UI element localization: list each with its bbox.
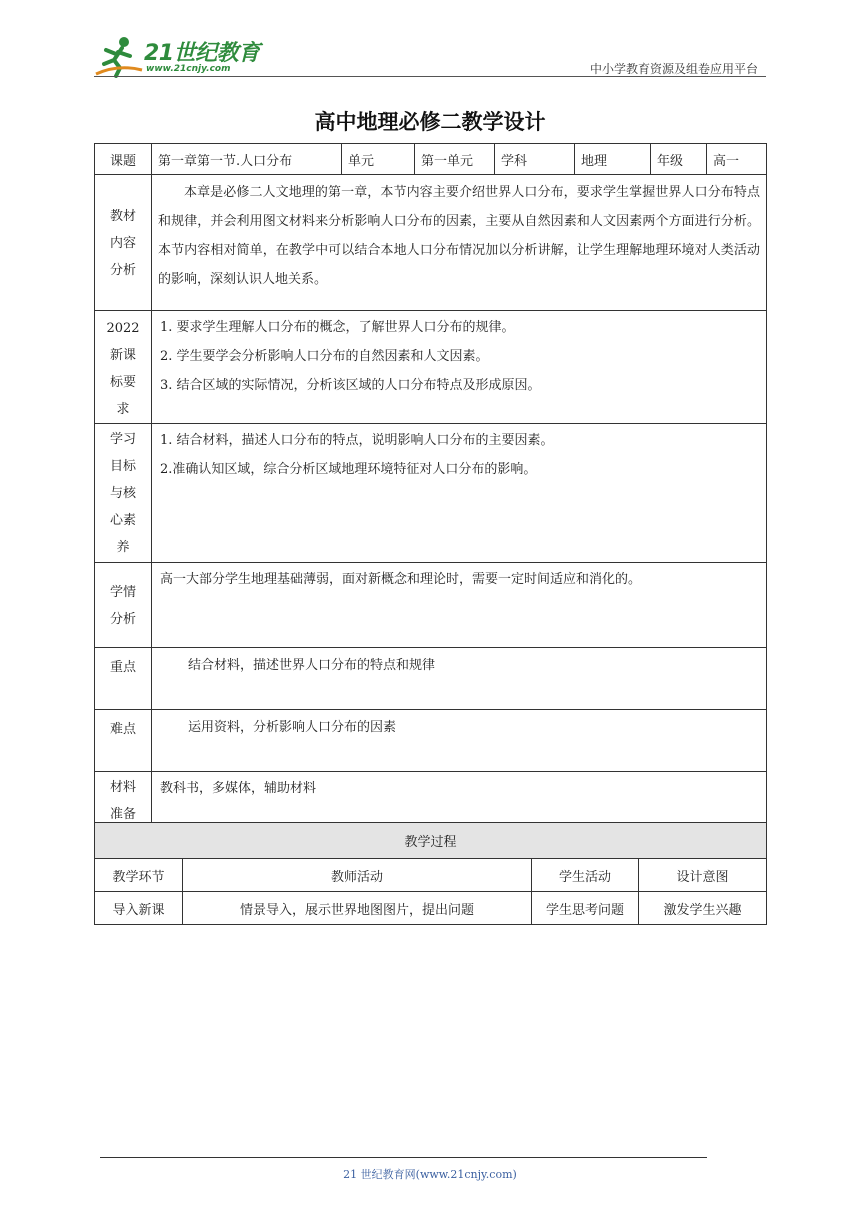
list-item: 2.准确认知区域，综合分析区域地理环境特征对人口分布的影响。 [160, 462, 537, 477]
grade-value: 高一 [707, 144, 767, 175]
footer-divider [100, 1157, 707, 1158]
logo-url: www.21cnjy.com [146, 64, 231, 74]
course-value: 第一章第一节.人口分布 [152, 144, 342, 175]
materials-row [95, 772, 767, 829]
unit-value: 第一单元 [415, 144, 495, 175]
table-cell: 学生思考问题 [532, 892, 639, 925]
process-title-row [95, 823, 767, 859]
content-analysis-row [95, 175, 767, 311]
unit-label: 单元 [342, 144, 415, 175]
column-header: 教学环节 [95, 859, 183, 892]
subject-value: 地理 [575, 144, 651, 175]
key-points-label: 重点 [95, 648, 152, 710]
table-cell: 情景导入，展示世界地图图片，提出问题 [183, 892, 532, 925]
difficulties-row [95, 710, 767, 772]
design-table [94, 143, 767, 829]
header-divider [94, 76, 766, 77]
info-row [95, 144, 767, 175]
content-analysis-text: 本章是必修二人文地理的第一章，本节内容主要介绍世界人口分布，要求学生掌握世界人口分布特点和规律，并会利用图文材料来分析影响人口分布的因素，主要从自然因素和人文因素两个方面进行分析。本节内容相对简单，在教学中可以结合本地人口分布情况加以分析讲解，让学生理解地理环境对人类活动的影响，深刻认识人地关系。 [152, 175, 767, 311]
grade-label: 年级 [651, 144, 707, 175]
difficulties-text: 运用资料，分析影响人口分布的因素 [152, 710, 767, 772]
column-header: 学生活动 [532, 859, 639, 892]
difficulties-label: 难点 [95, 710, 152, 772]
column-header: 教师活动 [183, 859, 532, 892]
key-points-row [95, 648, 767, 710]
logo-text: 21世纪教育 [144, 41, 260, 66]
goals-label: 学习目标与核心素养 [95, 424, 152, 563]
process-header-row [95, 859, 767, 892]
list-item: 2. 学生要学会分析影响人口分布的自然因素和人文因素。 [160, 349, 489, 364]
learner-row [95, 563, 767, 648]
content-analysis-label: 教材内容分析 [95, 175, 152, 311]
list-item: 3. 结合区域的实际情况，分析该区域的人口分布特点及形成原因。 [160, 378, 541, 393]
table-cell: 激发学生兴趣 [639, 892, 767, 925]
table-cell: 导入新课 [95, 892, 183, 925]
standards-list [152, 311, 767, 424]
list-item: 1. 结合材料，描述人口分布的特点，说明影响人口分布的主要因素。 [160, 433, 554, 448]
list-item: 1. 要求学生理解人口分布的概念，了解世界人口分布的规律。 [160, 320, 515, 335]
goals-list [152, 424, 767, 563]
page-header [94, 30, 766, 78]
subject-label: 学科 [495, 144, 575, 175]
course-label: 课题 [95, 144, 152, 175]
process-table [94, 822, 767, 925]
learner-label: 学情分析 [95, 563, 152, 648]
platform-name: 中小学教育资源及组卷应用平台 [589, 62, 758, 76]
learner-text: 高一大部分学生地理基础薄弱，面对新概念和理论时，需要一定时间适应和消化的。 [152, 563, 767, 648]
runner-logo-icon [94, 34, 144, 78]
standards-label: 2022新课标要求 [95, 311, 152, 424]
materials-text: 教科书，多媒体，辅助材料 [152, 772, 767, 829]
standards-row [95, 311, 767, 424]
page-title: 高中地理必修二教学设计 [314, 109, 546, 134]
materials-label: 材料准备 [95, 772, 152, 829]
key-points-text: 结合材料，描述世界人口分布的特点和规律 [152, 648, 767, 710]
table-row [95, 892, 767, 925]
column-header: 设计意图 [639, 859, 767, 892]
process-title: 教学过程 [95, 823, 767, 859]
footer-link[interactable]: 21 世纪教育网(www.21cnjy.com) [343, 1168, 517, 1181]
site-logo[interactable] [94, 34, 264, 78]
goals-row [95, 424, 767, 563]
